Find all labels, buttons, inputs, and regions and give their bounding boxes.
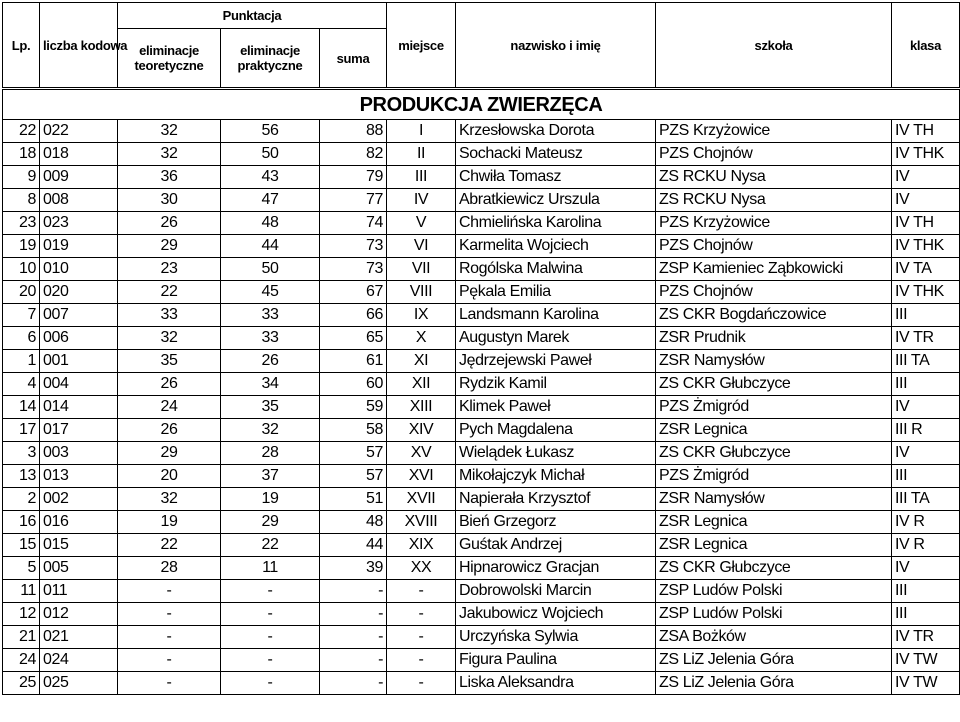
results-table [2, 2, 960, 695]
cell-practice: 11 [221, 557, 320, 580]
cell-practice: 28 [221, 442, 320, 465]
cell-theory: 22 [118, 534, 221, 557]
cell-sum: 88 [320, 120, 387, 143]
cell-school: ZSR Legnica [656, 534, 892, 557]
cell-place: - [387, 649, 456, 672]
cell-theory: 23 [118, 258, 221, 281]
cell-school: PZS Krzyżowice [656, 120, 892, 143]
table-row [3, 304, 960, 327]
table-row [3, 511, 960, 534]
cell-lp: 15 [3, 534, 40, 557]
cell-school: ZS RCKU Nysa [656, 189, 892, 212]
cell-class: IV TH [892, 120, 960, 143]
cell-theory: 30 [118, 189, 221, 212]
cell-place: - [387, 603, 456, 626]
cell-code: 008 [40, 189, 118, 212]
cell-school: ZSR Legnica [656, 511, 892, 534]
cell-code: 017 [40, 419, 118, 442]
cell-code: 003 [40, 442, 118, 465]
cell-practice: 19 [221, 488, 320, 511]
cell-class: IV R [892, 534, 960, 557]
cell-lp: 14 [3, 396, 40, 419]
cell-school: ZS RCKU Nysa [656, 166, 892, 189]
cell-theory: 26 [118, 419, 221, 442]
header-school: szkoła [656, 3, 892, 89]
cell-name: Dobrowolski Marcin [456, 580, 656, 603]
cell-practice: 29 [221, 511, 320, 534]
cell-school: PZS Chojnów [656, 143, 892, 166]
cell-sum: 79 [320, 166, 387, 189]
cell-practice: 33 [221, 304, 320, 327]
cell-school: PZS Chojnów [656, 281, 892, 304]
header-code: liczba kodowa [40, 3, 118, 89]
cell-place: XIV [387, 419, 456, 442]
cell-code: 009 [40, 166, 118, 189]
cell-school: ZS CKR Bogdańczowice [656, 304, 892, 327]
cell-lp: 13 [3, 465, 40, 488]
cell-name: Pękala Emilia [456, 281, 656, 304]
cell-sum: 73 [320, 258, 387, 281]
cell-lp: 17 [3, 419, 40, 442]
cell-place: XIX [387, 534, 456, 557]
cell-place: IX [387, 304, 456, 327]
cell-name: Napierała Krzysztof [456, 488, 656, 511]
table-row [3, 557, 960, 580]
cell-code: 015 [40, 534, 118, 557]
cell-school: PZS Chojnów [656, 235, 892, 258]
cell-theory: - [118, 672, 221, 695]
cell-sum: 59 [320, 396, 387, 419]
cell-class: III TA [892, 350, 960, 373]
header-score-group: Punktacja [118, 3, 387, 29]
header-place: miejsce [387, 3, 456, 89]
cell-class: III [892, 603, 960, 626]
cell-class: III R [892, 419, 960, 442]
cell-code: 021 [40, 626, 118, 649]
cell-school: PZS Żmigród [656, 396, 892, 419]
cell-class: IV THK [892, 143, 960, 166]
cell-theory: 32 [118, 327, 221, 350]
cell-name: Urczyńska Sylwia [456, 626, 656, 649]
cell-class: IV TR [892, 327, 960, 350]
cell-practice: 44 [221, 235, 320, 258]
cell-lp: 4 [3, 373, 40, 396]
cell-sum: 48 [320, 511, 387, 534]
table-row [3, 488, 960, 511]
cell-place: - [387, 672, 456, 695]
cell-place: V [387, 212, 456, 235]
cell-sum: 66 [320, 304, 387, 327]
cell-theory: 24 [118, 396, 221, 419]
header-practice: eliminacje praktyczne [221, 29, 320, 89]
cell-name: Klimek Paweł [456, 396, 656, 419]
cell-lp: 24 [3, 649, 40, 672]
cell-lp: 16 [3, 511, 40, 534]
cell-sum: - [320, 603, 387, 626]
table-row [3, 419, 960, 442]
cell-practice: 50 [221, 143, 320, 166]
cell-code: 007 [40, 304, 118, 327]
cell-theory: - [118, 626, 221, 649]
cell-code: 019 [40, 235, 118, 258]
cell-name: Augustyn Marek [456, 327, 656, 350]
cell-name: Bień Grzegorz [456, 511, 656, 534]
cell-lp: 1 [3, 350, 40, 373]
table-row [3, 672, 960, 695]
cell-place: II [387, 143, 456, 166]
cell-place: XVIII [387, 511, 456, 534]
cell-name: Landsmann Karolina [456, 304, 656, 327]
header-name: nazwisko i imię [456, 3, 656, 89]
cell-name: Abratkiewicz Urszula [456, 189, 656, 212]
cell-school: ZS LiZ Jelenia Góra [656, 672, 892, 695]
cell-school: ZSR Namysłów [656, 350, 892, 373]
table-row [3, 396, 960, 419]
cell-sum: 61 [320, 350, 387, 373]
cell-code: 022 [40, 120, 118, 143]
cell-name: Jędrzejewski Paweł [456, 350, 656, 373]
cell-theory: 20 [118, 465, 221, 488]
cell-practice: 32 [221, 419, 320, 442]
table-row [3, 626, 960, 649]
cell-code: 024 [40, 649, 118, 672]
cell-practice: 43 [221, 166, 320, 189]
table-row [3, 258, 960, 281]
cell-school: ZSR Legnica [656, 419, 892, 442]
cell-practice: 26 [221, 350, 320, 373]
cell-sum: 44 [320, 534, 387, 557]
cell-code: 012 [40, 603, 118, 626]
cell-sum: 67 [320, 281, 387, 304]
cell-class: IV [892, 166, 960, 189]
section-title: PRODUKCJA ZWIERZĘCA [3, 89, 960, 120]
cell-sum: 57 [320, 465, 387, 488]
cell-place: XVI [387, 465, 456, 488]
cell-theory: 22 [118, 281, 221, 304]
header-lp: Lp. [3, 3, 40, 89]
cell-practice: - [221, 672, 320, 695]
cell-name: Sochacki Mateusz [456, 143, 656, 166]
cell-lp: 23 [3, 212, 40, 235]
cell-lp: 2 [3, 488, 40, 511]
cell-name: Hipnarowicz Gracjan [456, 557, 656, 580]
cell-sum: 39 [320, 557, 387, 580]
cell-class: III TA [892, 488, 960, 511]
cell-place: VIII [387, 281, 456, 304]
cell-place: VII [387, 258, 456, 281]
cell-sum: 51 [320, 488, 387, 511]
cell-theory: 36 [118, 166, 221, 189]
cell-practice: 45 [221, 281, 320, 304]
cell-practice: 48 [221, 212, 320, 235]
cell-class: III [892, 304, 960, 327]
cell-school: PZS Żmigród [656, 465, 892, 488]
cell-school: ZSP Kamieniec Ząbkowicki [656, 258, 892, 281]
cell-place: VI [387, 235, 456, 258]
cell-place: IV [387, 189, 456, 212]
cell-code: 006 [40, 327, 118, 350]
cell-code: 001 [40, 350, 118, 373]
table-row [3, 120, 960, 143]
cell-lp: 19 [3, 235, 40, 258]
cell-theory: 32 [118, 488, 221, 511]
cell-code: 013 [40, 465, 118, 488]
cell-place: X [387, 327, 456, 350]
cell-lp: 11 [3, 580, 40, 603]
cell-sum: 82 [320, 143, 387, 166]
cell-code: 016 [40, 511, 118, 534]
cell-sum: - [320, 580, 387, 603]
cell-theory: 29 [118, 235, 221, 258]
cell-class: IV [892, 396, 960, 419]
cell-sum: 65 [320, 327, 387, 350]
cell-practice: 56 [221, 120, 320, 143]
cell-name: Figura Paulina [456, 649, 656, 672]
cell-place: - [387, 626, 456, 649]
cell-lp: 6 [3, 327, 40, 350]
cell-theory: 32 [118, 120, 221, 143]
section-row [3, 89, 960, 120]
cell-practice: - [221, 580, 320, 603]
cell-theory: - [118, 649, 221, 672]
cell-school: ZSP Ludów Polski [656, 603, 892, 626]
cell-sum: - [320, 649, 387, 672]
cell-place: XII [387, 373, 456, 396]
table-row [3, 281, 960, 304]
cell-place: III [387, 166, 456, 189]
cell-theory: 32 [118, 143, 221, 166]
table-row [3, 350, 960, 373]
cell-school: ZS LiZ Jelenia Góra [656, 649, 892, 672]
cell-lp: 8 [3, 189, 40, 212]
cell-theory: 29 [118, 442, 221, 465]
table-row [3, 649, 960, 672]
cell-practice: 47 [221, 189, 320, 212]
cell-class: IV [892, 189, 960, 212]
cell-practice: - [221, 626, 320, 649]
cell-theory: - [118, 603, 221, 626]
cell-sum: 60 [320, 373, 387, 396]
cell-name: Pych Magdalena [456, 419, 656, 442]
cell-place: I [387, 120, 456, 143]
cell-place: XV [387, 442, 456, 465]
cell-class: IV R [892, 511, 960, 534]
table-row [3, 143, 960, 166]
cell-class: IV [892, 557, 960, 580]
cell-sum: 73 [320, 235, 387, 258]
cell-place: XX [387, 557, 456, 580]
table-row [3, 373, 960, 396]
cell-lp: 5 [3, 557, 40, 580]
cell-theory: 28 [118, 557, 221, 580]
cell-class: IV THK [892, 235, 960, 258]
cell-code: 023 [40, 212, 118, 235]
cell-class: IV TR [892, 626, 960, 649]
cell-practice: 22 [221, 534, 320, 557]
cell-lp: 20 [3, 281, 40, 304]
cell-lp: 22 [3, 120, 40, 143]
cell-name: Rydzik Kamil [456, 373, 656, 396]
header-theory: eliminacje teoretyczne [118, 29, 221, 89]
cell-place: - [387, 580, 456, 603]
table-row [3, 166, 960, 189]
table-row [3, 212, 960, 235]
cell-code: 011 [40, 580, 118, 603]
cell-class: IV TW [892, 649, 960, 672]
cell-school: ZSP Ludów Polski [656, 580, 892, 603]
cell-class: III [892, 580, 960, 603]
cell-place: XIII [387, 396, 456, 419]
table-row [3, 442, 960, 465]
cell-name: Krzesłowska Dorota [456, 120, 656, 143]
cell-class: IV THK [892, 281, 960, 304]
cell-sum: - [320, 672, 387, 695]
cell-sum: 74 [320, 212, 387, 235]
cell-lp: 10 [3, 258, 40, 281]
cell-sum: 57 [320, 442, 387, 465]
cell-practice: 34 [221, 373, 320, 396]
table-row [3, 465, 960, 488]
table-row [3, 603, 960, 626]
table-row [3, 189, 960, 212]
table-row [3, 580, 960, 603]
cell-lp: 21 [3, 626, 40, 649]
cell-school: ZS CKR Głubczyce [656, 373, 892, 396]
cell-lp: 12 [3, 603, 40, 626]
cell-school: ZSR Prudnik [656, 327, 892, 350]
cell-practice: 50 [221, 258, 320, 281]
cell-name: Chwiła Tomasz [456, 166, 656, 189]
cell-name: Liska Aleksandra [456, 672, 656, 695]
header-sum: suma [320, 29, 387, 89]
cell-code: 005 [40, 557, 118, 580]
header-class: klasa [892, 3, 960, 89]
cell-code: 014 [40, 396, 118, 419]
cell-practice: - [221, 649, 320, 672]
cell-name: Mikołajczyk Michał [456, 465, 656, 488]
cell-name: Rogólska Malwina [456, 258, 656, 281]
cell-code: 002 [40, 488, 118, 511]
cell-class: III [892, 373, 960, 396]
cell-name: Guśtak Andrzej [456, 534, 656, 557]
table-row [3, 235, 960, 258]
cell-place: XI [387, 350, 456, 373]
cell-theory: 35 [118, 350, 221, 373]
cell-lp: 18 [3, 143, 40, 166]
cell-school: ZS CKR Głubczyce [656, 442, 892, 465]
cell-practice: 33 [221, 327, 320, 350]
cell-name: Jakubowicz Wojciech [456, 603, 656, 626]
cell-theory: 19 [118, 511, 221, 534]
cell-class: IV TW [892, 672, 960, 695]
cell-practice: 37 [221, 465, 320, 488]
cell-school: PZS Krzyżowice [656, 212, 892, 235]
cell-lp: 3 [3, 442, 40, 465]
cell-sum: - [320, 626, 387, 649]
cell-name: Wielądek Łukasz [456, 442, 656, 465]
cell-place: XVII [387, 488, 456, 511]
cell-class: IV [892, 442, 960, 465]
cell-practice: - [221, 603, 320, 626]
cell-class: IV TH [892, 212, 960, 235]
table-row [3, 534, 960, 557]
cell-code: 020 [40, 281, 118, 304]
cell-name: Karmelita Wojciech [456, 235, 656, 258]
cell-class: III [892, 465, 960, 488]
cell-lp: 7 [3, 304, 40, 327]
cell-theory: 26 [118, 212, 221, 235]
cell-class: IV TA [892, 258, 960, 281]
cell-lp: 25 [3, 672, 40, 695]
cell-theory: 33 [118, 304, 221, 327]
cell-school: ZSR Namysłów [656, 488, 892, 511]
cell-theory: - [118, 580, 221, 603]
cell-code: 004 [40, 373, 118, 396]
cell-school: ZS CKR Głubczyce [656, 557, 892, 580]
cell-school: ZSA Bożków [656, 626, 892, 649]
cell-name: Chmielińska Karolina [456, 212, 656, 235]
cell-lp: 9 [3, 166, 40, 189]
cell-practice: 35 [221, 396, 320, 419]
cell-code: 010 [40, 258, 118, 281]
table-row [3, 327, 960, 350]
cell-code: 025 [40, 672, 118, 695]
cell-sum: 58 [320, 419, 387, 442]
cell-sum: 77 [320, 189, 387, 212]
cell-theory: 26 [118, 373, 221, 396]
cell-code: 018 [40, 143, 118, 166]
